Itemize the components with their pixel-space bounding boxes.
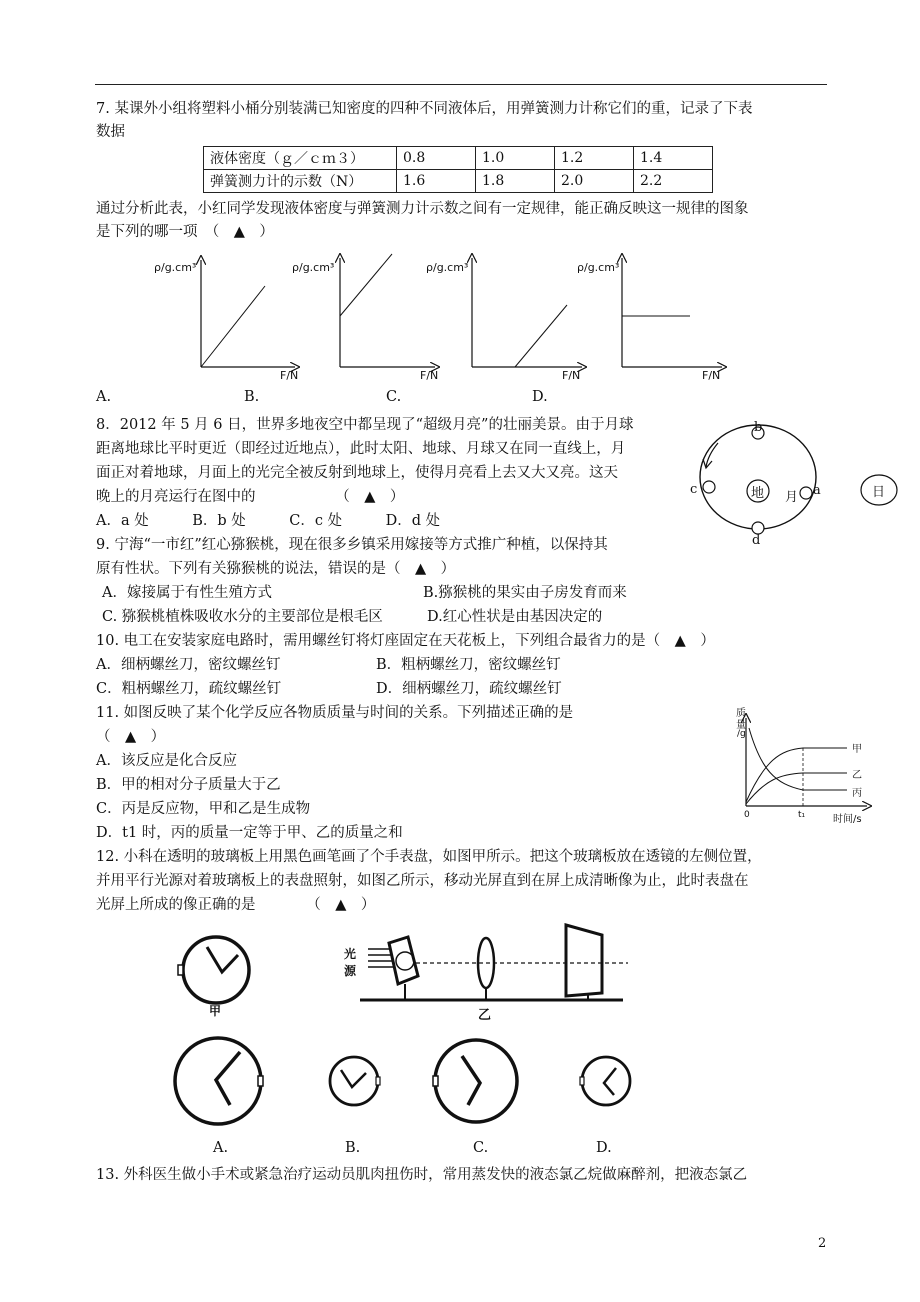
- q11-option-b: B．甲的相对分子质量大于乙: [96, 777, 281, 793]
- q12-stem-line1: 12. 小科在透明的玻璃板上用黑色画笔画了个手表盘，如图甲所示。把这个玻璃板放在透镜的左侧位置，: [96, 849, 762, 865]
- q8-stem-line4: 晚上的月亮运行在图中的 （ ▲ ）: [96, 489, 405, 505]
- q12-stem-line2: 并用平行光源对着玻璃板上的表盘照射，如图乙所示，移动光屏直到在屏上成清晰像为止，此时表盘在: [96, 873, 749, 889]
- graph-d-xlabel: F/N: [702, 369, 721, 382]
- page-number: 2: [818, 1236, 827, 1251]
- q11-option-a: A．该反应是化合反应: [96, 753, 237, 769]
- graph-b-ylabel: ρ/g.cm³: [292, 261, 335, 274]
- q11-label-jia: 甲: [852, 744, 862, 755]
- graph-a-xlabel: F/N: [280, 369, 299, 382]
- graph-c-xlabel: F/N: [562, 369, 581, 382]
- clock-option-b: [330, 1057, 380, 1105]
- q13-stem-line1: 13. 外科医生做小手术或紧急治疗运动员肌肉扭伤时，常用蒸发快的液态氯乙烷做麻醉剂，把液态氯乙: [96, 1167, 748, 1183]
- q8-options: A．a 处 B．b 处 C．c 处 D．d 处: [96, 513, 441, 529]
- graph-c-ylabel: ρ/g.cm³: [426, 261, 469, 274]
- graph-d-ylabel: ρ/g.cm³: [577, 261, 620, 274]
- q8-stem-line3: 面正对着地球，月面上的光完全被反射到地球上，使得月亮看上去又大又亮。这天: [96, 465, 618, 481]
- apparatus-yi: [360, 925, 628, 1000]
- q7-stem-line4: 是下列的哪一项 （ ▲ ）: [96, 224, 274, 240]
- fig-label-jia: 甲: [209, 1004, 222, 1018]
- q10-option-a: A．细柄螺丝刀，密纹螺丝钉: [96, 657, 281, 673]
- clock-jia: [178, 937, 249, 1003]
- table-cell: 0.8: [397, 147, 476, 170]
- q9-option-d: D.红心性状是由基因决定的: [427, 609, 603, 625]
- q10-option-c: C．粗柄螺丝刀，疏纹螺丝钉: [96, 681, 282, 697]
- q11-ylabel-unit: /g: [737, 729, 746, 739]
- q7-option-d: D.: [532, 389, 548, 405]
- q10-stem: 10. 电工在安装家庭电路时，需用螺丝钉将灯座固定在天花板上，下列组合最省力的是（ ▲ ）: [96, 633, 715, 649]
- fig-label-earth: 地: [751, 486, 765, 501]
- q11-ylabel-mid: 量: [736, 720, 746, 731]
- clock-option-a: [175, 1038, 263, 1124]
- q11-label-bing: 丙: [852, 788, 862, 799]
- fig-label-light1: 光: [344, 947, 357, 961]
- graph-a-ylabel: ρ/g.cm³: [154, 261, 197, 274]
- graph-b-xlabel: F/N: [420, 369, 439, 382]
- q8-stem-line1: 8．2012 年 5 月 6 日，世界多地夜空中都呈现了“超级月亮”的壮丽美景。由于月球: [96, 417, 634, 433]
- q11-option-d: D．t1 时，丙的质量一定等于甲、乙的质量之和: [96, 825, 403, 841]
- q8-stem-line2: 距离地球比平时更近（即经过近地点），此时太阳、地球、月球又在同一直线上，月: [96, 441, 626, 457]
- fig-label-b: b: [754, 420, 763, 435]
- q9-option-a: A．嫁接属于有性生殖方式: [102, 585, 272, 601]
- table-cell: 弹簧测力计的示数（N）: [204, 170, 397, 193]
- table-cell: 1.4: [634, 147, 713, 170]
- q10-option-b: B．粗柄螺丝刀，密纹螺丝钉: [376, 657, 561, 673]
- q7-option-c: C.: [386, 389, 402, 405]
- q11-xlabel: 时间/s: [833, 814, 862, 825]
- fig-label-yi: 乙: [478, 1008, 492, 1023]
- table-cell: 1.2: [555, 147, 634, 170]
- fig-label-a: a: [813, 483, 821, 498]
- fig-label-moon: 月: [785, 490, 799, 505]
- q12-option-c: C.: [473, 1140, 489, 1156]
- q9-stem-line1: 9. 宁海“一市红”红心猕猴桃，现在很多乡镇采用嫁接等方式推广种植，以保持其: [96, 537, 608, 553]
- fig-label-sun: 日: [872, 485, 886, 500]
- q11-stem-line2: （ ▲ ）: [96, 729, 166, 745]
- q12-option-a: A.: [213, 1140, 229, 1156]
- fig-label-c: c: [690, 482, 698, 497]
- q10-option-d: D．细柄螺丝刀，疏纹螺丝钉: [376, 681, 562, 697]
- q7-option-b: B.: [244, 389, 260, 405]
- q12-option-d: D.: [596, 1140, 612, 1156]
- fig-label-d: d: [752, 533, 761, 548]
- q9-stem-line2: 原有性状。下列有关猕猴桃的说法，错误的是（ ▲ ）: [96, 561, 456, 577]
- q11-t1-label: t₁: [798, 810, 806, 820]
- q7-stem-line2: 数据: [96, 124, 125, 140]
- table-cell: 1.8: [476, 170, 555, 193]
- table-cell: 液体密度（ｇ／ｃｍ３）: [204, 147, 397, 170]
- clock-option-c: [433, 1040, 517, 1122]
- q11-origin: 0: [744, 810, 750, 820]
- q7-option-a: A.: [96, 389, 112, 405]
- q12-stem-line3: 光屏上所成的像正确的是 （ ▲ ）: [96, 897, 376, 913]
- table-cell: 1.6: [397, 170, 476, 193]
- table-cell: 2.0: [555, 170, 634, 193]
- q11-label-yi: 乙: [852, 770, 862, 781]
- fig-label-light2: 源: [344, 964, 357, 978]
- clock-option-d: [580, 1057, 630, 1105]
- q9-option-c: C. 猕猴桃植株吸收水分的主要部位是根毛区: [102, 609, 383, 625]
- q12-option-b: B.: [345, 1140, 361, 1156]
- q11-stem-line1: 11. 如图反映了某个化学反应各物质质量与时间的关系。下列描述正确的是: [96, 705, 574, 721]
- q11-ylabel-top: 质: [736, 708, 746, 719]
- table-cell: 1.0: [476, 147, 555, 170]
- q7-stem-line1: 7. 某课外小组将塑料小桶分别装满已知密度的四种不同液体后，用弹簧测力计称它们的重，记录了下表: [96, 101, 753, 117]
- light-screen: [566, 925, 602, 996]
- table-cell: 2.2: [634, 170, 713, 193]
- q11-option-c: C．丙是反应物，甲和乙是生成物: [96, 801, 311, 817]
- q9-option-b: B.猕猴桃的果实由子房发育而来: [423, 585, 627, 601]
- q7-stem-line3: 通过分析此表，小红同学发现液体密度与弹簧测力计示数之间有一定规律，能正确反映这一规律的图象: [96, 201, 749, 217]
